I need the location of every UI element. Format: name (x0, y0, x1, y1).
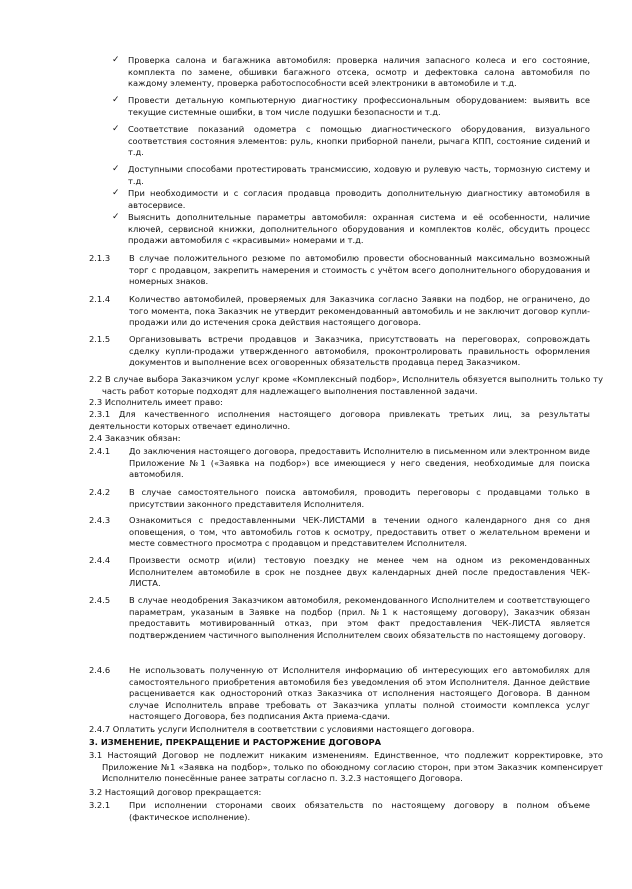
clause-number: 2.4.1 (89, 446, 111, 456)
paragraph-3-1: 3.1 Настоящий Договор не подлежит никаким изменениям. Единственное, что подлежит корректировке, это Приложение №1 «Заявка на подбор», только по обоюдному согласию сторон, при этом Заказчик компенсирует Исполнителю понесённые ранее затраты согласно п. 3.2.3 настоящего Договора. (89, 750, 603, 784)
clause-number: 2.4.5 (89, 595, 111, 605)
checklist-item: ✓ Выяснить дополнительные параметры автомобиля: охранная система и её особенности, наличие ключей, сервисной книжки, дополнительного оборудования и комплектов колёс, обсудить процесс продажи автомобиля с «красивыми» номерами и т.д. (128, 212, 590, 247)
paragraph-2-2: 2.2 В случае выбора Заказчиком услуг кроме «Комплексный подбор», Исполнитель обязуется выполнить только ту часть работ которые подходят для надлежащего выполнения поставленной задачи. (89, 374, 603, 396)
clause-text: Не использовать полученную от Исполнителя информацию об интересующих его автомобилях для самостоятельного приобретения автомобиля без уведомления об этом Исполнителя. Данное действие расценивается как одностороний отказ Заказчика от исполнения настоящего Договора. В данном случае Исполнитель вправе требовать от Заказчика уплаты полной стоимости комплекса услуг настоящего Договора, без подписания Акта приема-сдачи. (129, 665, 590, 722)
clause-number: 2.1.4 (89, 294, 111, 304)
clause-number: 2.1.3 (89, 253, 111, 263)
checklist-item: ✓ Соответствие показаний одометра с помощью диагностического оборудования, визуального соответствия состояния элементов: руль, кнопки приборной панели, рычага КПП, состояние сидений и т.д. (128, 124, 590, 159)
clause-text: Ознакомиться с предоставленными ЧЕК-ЛИСТАМИ в течении одного календарного дня со дня оповещения, о том, что автомобиль готов к осмотру, предоставить ответ о желательном времени и месте совместного просмотра с продавцом и представителем Исполнителя. (129, 515, 590, 549)
clause-text: До заключения настоящего договора, предоставить Исполнителю в письменном или электронном виде Приложение №1 («Заявка на подбор») все имеющиеся у него сведения, необходимые для поиска автомобиля. (129, 446, 590, 480)
clause-number: 2.1.5 (89, 334, 111, 344)
paragraph-2-4-7: 2.4.7 Оплатить услуги Исполнителя в соответствии с условиями настоящего договора. (89, 724, 475, 734)
paragraph-2-3: 2.3 Исполнитель имеет право: (89, 397, 223, 407)
section-3-heading: 3. ИЗМЕНЕНИЕ, ПРЕКРАЩЕНИЕ И РАСТОРЖЕНИЕ ДОГОВОРА (89, 737, 382, 747)
paragraph-2-4: 2.4 Заказчик обязан: (89, 433, 181, 443)
checklist-item: ✓ Доступными способами протестировать трансмиссию, ходовую и рулевую часть, тормозную систему и т.д. (128, 164, 590, 187)
clause-number: 2.4.6 (89, 665, 111, 675)
clause-text: В случае положительного резюме по автомобилю провести обоснованный максимально возможный торг с продавцом, закрепить намерения и стоимость с учётом всего дополнительного оборудования и номерных знаков. (129, 253, 590, 287)
clause-number: 3.2.1 (89, 800, 111, 810)
clause-number: 2.4.2 (89, 487, 111, 497)
clause-number: 2.4.4 (89, 555, 111, 565)
checklist-item: ✓ Провести детальную компьютерную диагностику профессиональным оборудованием: выявить все текущие системные ошибки, в том числе подушки безопасности и т.д. (128, 95, 590, 118)
checklist-item: ✓ Проверка салона и багажника автомобиля: проверка наличия запасного колеса и его состояние, комплекта по замене, обшивки багажного отсека, осмотр и дефектовка салона автомобиля по каждому элементу, проверка работоспособности всей электроники в автомобиле и т.д. (128, 55, 590, 90)
clause-text: Количество автомобилей, проверяемых для Заказчика согласно Заявки на подбор, не ограничено, до того момента, пока Заказчик не утвердит рекомендованный автомобиль и не заключит договор купли-продажи или до истечения срока действия настоящего договора. (129, 294, 590, 328)
clause-text: Произвести осмотр и(или) тестовую поездку не менее чем на одном из рекомендованных Исполнителем автомобиле в срок не позднее двух календарных дней после предоставления ЧЕК-ЛИСТА. (129, 555, 590, 589)
checklist-item: ✓ При необходимости и с согласия продавца проводить дополнительную диагностику автомобиля в автосервисе. (128, 188, 590, 211)
clause-text: В случае самостоятельного поиска автомобиля, проводить переговоры с продавцами только в присутствии законного представителя Исполнителя. (129, 487, 590, 509)
clause-number: 2.4.3 (89, 515, 111, 525)
clause-text: В случае неодобрения Заказчиком автомобиля, рекомендованного Исполнителем и соответствующего параметрам, указаным в Заявке на подбор (прил. №1 к настоящему договору), Заказчик обязан предоставить мотивированный отказ, при этом факт предоставления ЧЕК-ЛИСТА является подтверждением частичного выполнения Исполнителем своих обязательств по настоящему договору. (129, 595, 590, 640)
paragraph-2-3-1: 2.3.1 Для качественного исполнения настоящего договора привлекать третьих лиц, за результаты деятельности которых отвечает единолично. (89, 409, 590, 431)
clause-text: При исполнении сторонами своих обязательств по настоящему договору в полном объеме (фактическое исполнение). (129, 800, 590, 822)
clause-text: Организовывать встречи продавцов и Заказчика, присутствовать на переговорах, сопровождать сделку купли-продажи утвержденного автомобиля, проконтролировать правильность оформления документов и выполнение всех оговоренных обязательств продавца перед Заказчиком. (129, 334, 590, 368)
paragraph-3-2: 3.2 Настоящий договор прекращается: (89, 787, 262, 797)
